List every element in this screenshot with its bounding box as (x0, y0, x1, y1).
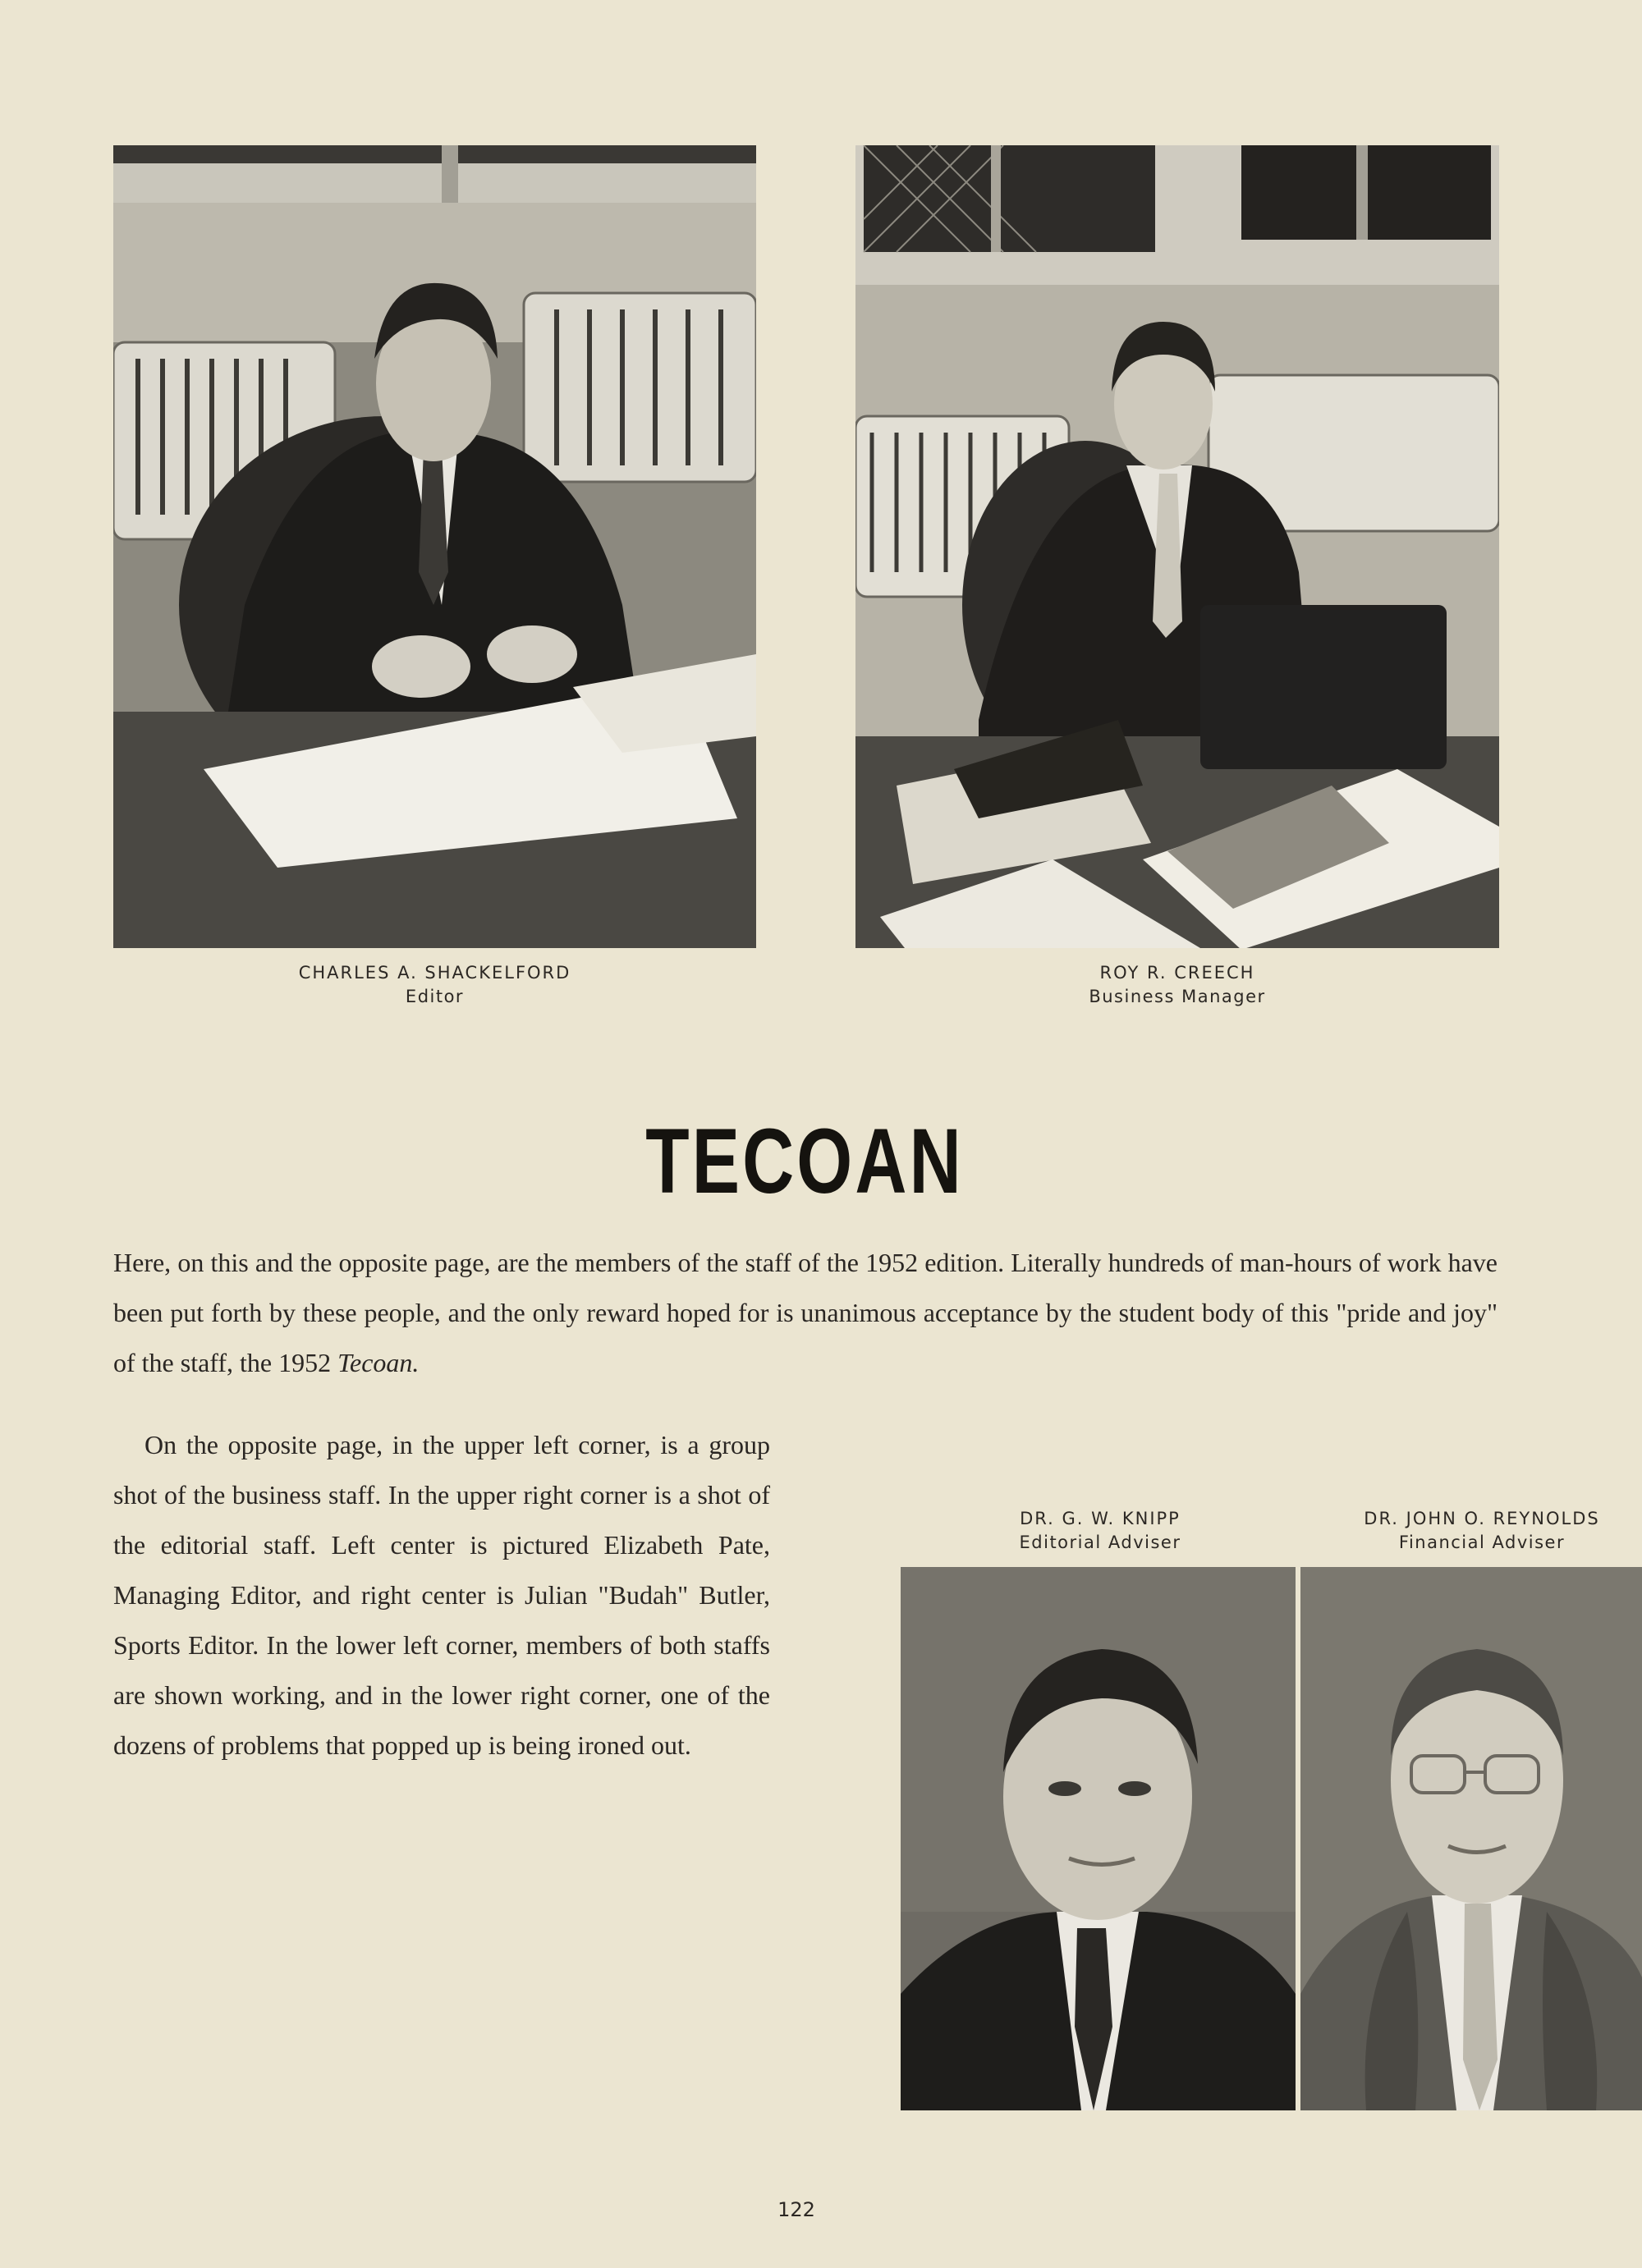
intro-text: Here, on this and the opposite page, are the members of the staff of the 1952 edition. Literally hundreds of man-hours of work have been put forth by these people, and the only reward hoped for is unanimous acceptance by the student body of this "pride and joy" of the staff, the 1952 (113, 1248, 1498, 1377)
business-manager-caption (855, 961, 1499, 1009)
editorial-adviser-role: Editorial Adviser (1019, 1533, 1181, 1552)
page-title: TECOAN (645, 1110, 964, 1212)
editor-role: Editor (405, 987, 465, 1006)
editorial-adviser-caption (903, 1507, 1297, 1555)
financial-adviser-name: DR. JOHN O. REYNOLDS (1364, 1509, 1600, 1528)
business-manager-name: ROY R. CREECH (1099, 963, 1255, 983)
financial-adviser-role: Financial Adviser (1398, 1533, 1566, 1552)
editor-name: CHARLES A. SHACKELFORD (298, 963, 571, 983)
body-paragraph: On the opposite page, in the upper left corner, is a group shot of the business staff. In the upper right corner is a shot of the editorial staff. Left center is pictured Elizabeth Pate, Managing Editor, and right center is Julian "Budah" Butler, Sports Editor. In the lower left corner, members of both staffs are shown working, and in the lower right corner, one of the dozens of problems that popped up is being ironed out. (113, 1430, 770, 1760)
intro-emphasis: Tecoan. (337, 1348, 420, 1377)
business-manager-photo (855, 145, 1499, 948)
editorial-adviser-name: DR. G. W. KNIPP (1020, 1509, 1181, 1528)
financial-adviser-photo (1300, 1567, 1642, 2110)
intro-paragraph (113, 1238, 1498, 1388)
editor-photo (113, 145, 756, 948)
page-number: 122 (777, 2198, 815, 2221)
business-manager-role: Business Manager (1089, 987, 1266, 1006)
editorial-adviser-photo (901, 1567, 1296, 2110)
financial-adviser-caption (1322, 1507, 1642, 1555)
editor-caption (113, 961, 756, 1009)
